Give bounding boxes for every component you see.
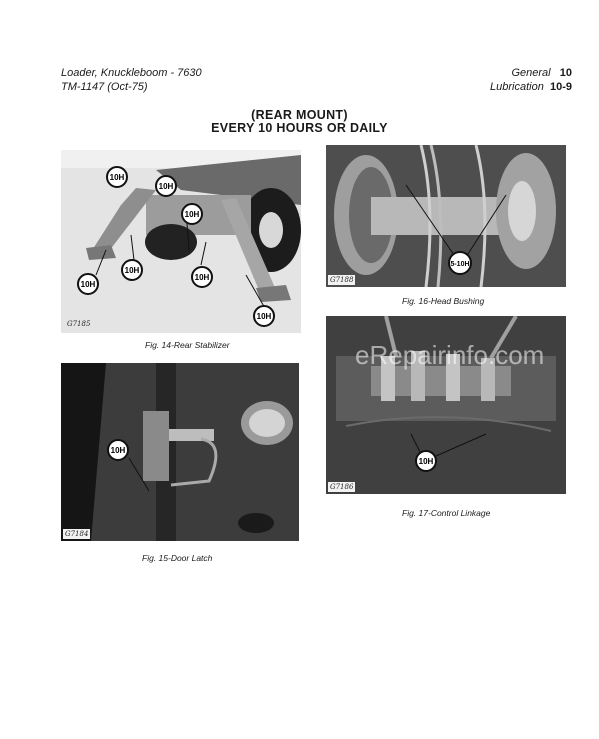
doc-header-left (61, 66, 202, 94)
watermark: eRepairinfo.com (355, 340, 545, 370)
figure-17-caption: Fig. 17-Control Linkage (402, 508, 491, 518)
interval-tag: 10H (194, 273, 210, 282)
interval-tag: 10H (110, 446, 126, 455)
interval-tag: 10H (418, 457, 434, 466)
photo-code: G7185 (67, 320, 91, 328)
title-line-2: EVERY 10 HOURS OR DAILY (211, 121, 388, 135)
interval-tag: 10H (109, 173, 125, 182)
figure-14-caption: Fig. 14-Rear Stabilizer (145, 340, 230, 350)
figure-14-photo (61, 150, 301, 333)
doc-header-right (488, 66, 572, 94)
interval-tag: 10H (184, 210, 200, 219)
interval-tag: 10H (256, 312, 272, 321)
figure-16-photo (326, 145, 566, 287)
photo-code: G7186 (330, 483, 354, 491)
section-name: General (511, 67, 551, 79)
interval-tag-head-bushing: 5-10H (450, 261, 470, 268)
section-number: 10 (559, 67, 572, 79)
rear-stabilizer-illustration (61, 150, 301, 333)
photo-code: G7184 (65, 530, 89, 538)
manual-title: Loader, Knuckleboom - 7630 (61, 67, 202, 79)
head-bushing-illustration (326, 145, 566, 287)
title-line-1: (REAR MOUNT) (251, 108, 348, 122)
page-number: 10-9 (549, 81, 572, 93)
figure-16-caption: Fig. 16-Head Bushing (402, 296, 485, 306)
figure-15-caption: Fig. 15-Door Latch (142, 553, 213, 563)
door-latch-illustration (61, 363, 299, 541)
subsection-name: Lubrication (490, 81, 544, 93)
interval-tag: 10H (158, 182, 174, 191)
manual-number: TM-1147 (Oct-75) (61, 81, 148, 93)
figure-15-photo (61, 363, 299, 541)
page-title (0, 109, 599, 135)
interval-tag: 10H (80, 280, 96, 289)
interval-tag: 10H (124, 266, 140, 275)
photo-code: G7188 (330, 276, 354, 284)
